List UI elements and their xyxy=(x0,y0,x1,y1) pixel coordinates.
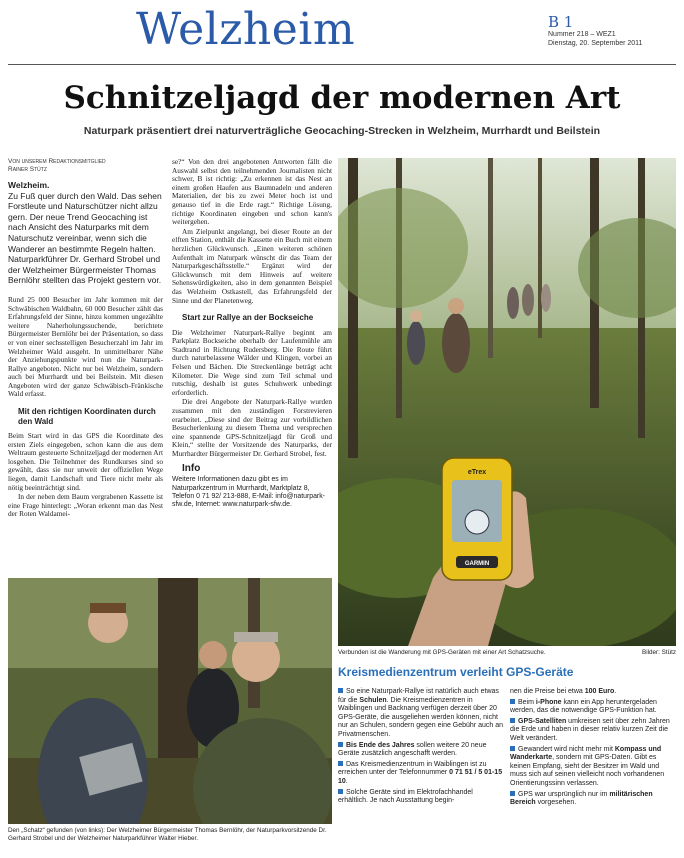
body-paragraph: Am Zielpunkt angelangt, bei dieser Route an der elften Station, enthält die Kassette ein Buch mit einem herzlichen Glückwunsch. „Einen weiteren schönen Aufenthalt im Naturpark wünscht dir das Team der Naturparkgeschäftsstelle.“ Ergänzt wird der Glückwunsch mit dem Hinweis auf weitere Sehenswürdigkeiten, also in dem genannten Beispiel das Welzheim Ostkastell, das Erfahrungsfeld der Sinne und der Planetenweg. xyxy=(172,226,332,305)
body-paragraph: Die Welzheimer Naturpark-Rallye beginnt am Parkplatz Bockseiche oberhalb der Laufenmühle am Stadtrand in Richtung Rudersberg. Die Route führt durch naturbelassene Wälder und Klingen, vorbei an Felsen und Bächen. Die Streckenlänge beträgt acht Kilometer. Die Wege sind zum Teil schmal und rutschig, deshalb ist gutes Schuhwerk unbedingt erforderlich. xyxy=(172,327,332,397)
bullet-square xyxy=(510,791,515,796)
body-paragraph: Beim Start wird in das GPS die Koordinate des ersten Ziels eingegeben, schon kann die aus dem Weltraum gesteuerte Schnitzeljagd der modernen Art losgehen. Die Teilnehmer des Rundkurses sind so gewählt, dass sie nur unweit der offiziellen Wege liegen, damit Landschaft und Tiere nicht mehr als nötig beeinträchtigt sind. xyxy=(8,431,163,492)
bullet-square xyxy=(338,688,343,693)
issue-number: Nummer 218 – WEZ1 xyxy=(548,31,616,38)
body-paragraph: Rund 25 000 Besucher im Jahr kommen mit der Schwäbischen Waldbahn, 60 000 Besucher zählt das Erfahrungsfeld der Sinne, hinzu kommen ungezählte weitere Naherholungssuchende, berichtete Bürgermeister Bernlöhr bei der Präsentation, so dass er von einer sechsstelligen Besucherzahl im Jahr im Welzheimer Wald ausgeht. In unmittelbarer Nähe der Anziehungspunkte wird nun die Naturpark-Rallye angeboten. Nicht nur bei Welzheim, sondern auch bei Murrhardt und bei Beilstein. Mit diesen Angeboten wird der ganze Schwäbisch-Fränkische Wald erfasst. xyxy=(8,294,163,399)
box-column-left xyxy=(338,688,503,808)
people-photo xyxy=(8,578,332,824)
body-paragraph: Die drei Angebote der Naturpark-Rallye wurden zusammen mit den zuständigen Forstrevieren erarbeitet. „Diese sind der Beitrag zur vorbildlichen Besucherlenkung zu diesem Thema und versprechen eine spannende GPS-Schnitzeljagd für Groß und Klein,“ stellte der Vorsitzende des Naturparks, der Murrhardter Bürgermeister Dr. Gerhard Strobel, fest. xyxy=(172,397,332,458)
dateline: Welzheim. xyxy=(8,180,50,190)
box-continuation: nen die Preise bei etwa 100 Euro. xyxy=(510,688,617,695)
gps-brand-label: eTrex xyxy=(467,469,487,476)
bullet-square xyxy=(510,746,515,751)
bullet-square xyxy=(510,699,515,704)
box-column-right xyxy=(510,688,676,810)
box-bullet: So eine Naturpark-Rallye ist natürlich auch etwas für die Schulen. Die Kreismedienzentren in Waiblingen und Backnang verfügen derzeit über 20 GPS-Geräte, die ausgeliehen werden können, nicht nur an Schulen, sondern gegen eine Gebühr auch an Privatmenschen. xyxy=(338,688,504,738)
byline-author: Rainer Stütz xyxy=(8,166,47,173)
page-number: B 1 xyxy=(548,13,574,31)
article-subhead: Naturpark präsentiert drei naturverträgliche Geocaching-Strecken in Welzheim, Murrhardt und Beilstein xyxy=(83,125,601,137)
body-paragraph: se?“ Von den drei angebotenen Antworten fällt die Auswahl selbst den teilnehmenden Journalisten nicht schwer, B ist richtig: „Zu erkennen ist das Nest an einem großen Haufen aus Baumnadeln und anderen Materialien, der bis zu zwei Meter hoch ist und genauso tief in die Erde ragt.“ Richtige Lösung, richtige Koordinaten eingeben und schon kann's weitergehen. xyxy=(172,157,332,227)
article-headline: Schnitzeljagd der modernen Art xyxy=(63,80,621,116)
article-column-1 xyxy=(8,158,163,520)
box-bullet: Das Kreismedienzentrum in Waiblingen ist zu erreichen unter der Telefonnummer 0 71 51 / 5 01-15 10. xyxy=(338,760,503,785)
subheading: Mit den richtigen Koordinaten durch den Wald xyxy=(18,407,156,426)
main-photo-caption: Verbunden ist die Wanderung mit GPS-Geräten mit einer Art Schatzsuche. xyxy=(338,649,546,656)
box-bullet: GPS war ursprünglich nur im militärischen Bereich vorgesehen. xyxy=(510,790,653,807)
photo-credit: Bilder: Stütz xyxy=(642,649,676,656)
box-bullet: Beim i-Phone kann ein App heruntergeladen werden, das die notwendige GPS-Funktion hat. xyxy=(510,698,657,715)
bullet-square xyxy=(338,761,343,766)
issue-meta xyxy=(548,14,642,48)
subheading: Start zur Rallye an der Bockseiche xyxy=(182,313,314,323)
box-bullet: Bis Ende des Jahres sollen weitere 20 neue Geräte zusätzlich angeschafft werden. xyxy=(338,741,487,758)
box-headline: Kreismedienzentrum verleiht GPS-Geräte xyxy=(338,665,574,679)
byline xyxy=(8,158,163,174)
byline-role: Von unserem Redaktionsmitglied xyxy=(8,158,106,165)
lead-text: Zu Fuß quer durch den Wald. Das sehen Forstleute und Naturschützer nicht allzu gern. Der neue Trend Geocaching ist nach Ansicht des Naturparks mit dem Naturschutz vereinbar, wenn sich die Wanderer an bestimmte Regeln halten. Naturparkführer Dr. Gerhard Strobel und der Welzheimer Bürgermeister Thomas Bernlöhr stellten das Projekt gestern vor. xyxy=(8,190,162,286)
masthead-rule xyxy=(8,64,676,65)
info-heading: Info xyxy=(182,462,201,474)
bullet-square xyxy=(338,742,343,747)
forest-gps-illustration xyxy=(338,158,676,646)
box-bullet: Solche Geräte sind im Elektrofachhandel erhältlich. Je nach Ausstattung begin- xyxy=(338,788,473,805)
lead-paragraph xyxy=(8,180,163,286)
people-illustration xyxy=(8,578,332,824)
issue-date: Dienstag, 20. September 2011 xyxy=(548,40,643,47)
box-bullet: GPS-Satelliten umkreisen seit über zehn Jahren die Erde und haben in dieser relativ kurzen Zeit die Welt verändert. xyxy=(510,717,670,742)
bullet-square xyxy=(510,718,515,723)
body-paragraph: In der neben dem Baum vergrabenen Kassette ist eine Frage hinterlegt: „Woran erkennt man das Nest der Roten Waldamei- xyxy=(8,492,163,519)
main-photo xyxy=(338,158,676,646)
info-text: Weitere Informationen dazu gibt es im Naturparkzentrum in Murrhardt, Marktplatz 8, Telefon 0 71 92/ 213-888, E-Mail: info@naturpark-sfw.de, Internet: www.naturpark-sfw.de. xyxy=(172,476,325,509)
box-bullet: Gewandert wird nicht mehr mit Kompass und Wanderkarte, sondern mit GPS-Daten. Gibt es keinen Empfang, sieht der Besitzer im Wald und muss sich auf seinen vielleicht noch vorhandenen Orientierungssinn verlassen. xyxy=(510,745,665,787)
masthead xyxy=(8,4,676,62)
people-photo-caption: Den „Schatz“ gefunden (von links): Der Welzheimer Bürgermeister Thomas Bernlöhr, der Naturparkvorsitzende Dr. Gerhard Strobel und der Welzheimer Naturparkführer Walter Hieber. xyxy=(8,827,327,842)
gps-maker-label: GARMIN xyxy=(464,561,490,567)
article-column-2 xyxy=(172,158,332,510)
section-title: Welzheim xyxy=(136,4,356,55)
bullet-square xyxy=(338,789,343,794)
